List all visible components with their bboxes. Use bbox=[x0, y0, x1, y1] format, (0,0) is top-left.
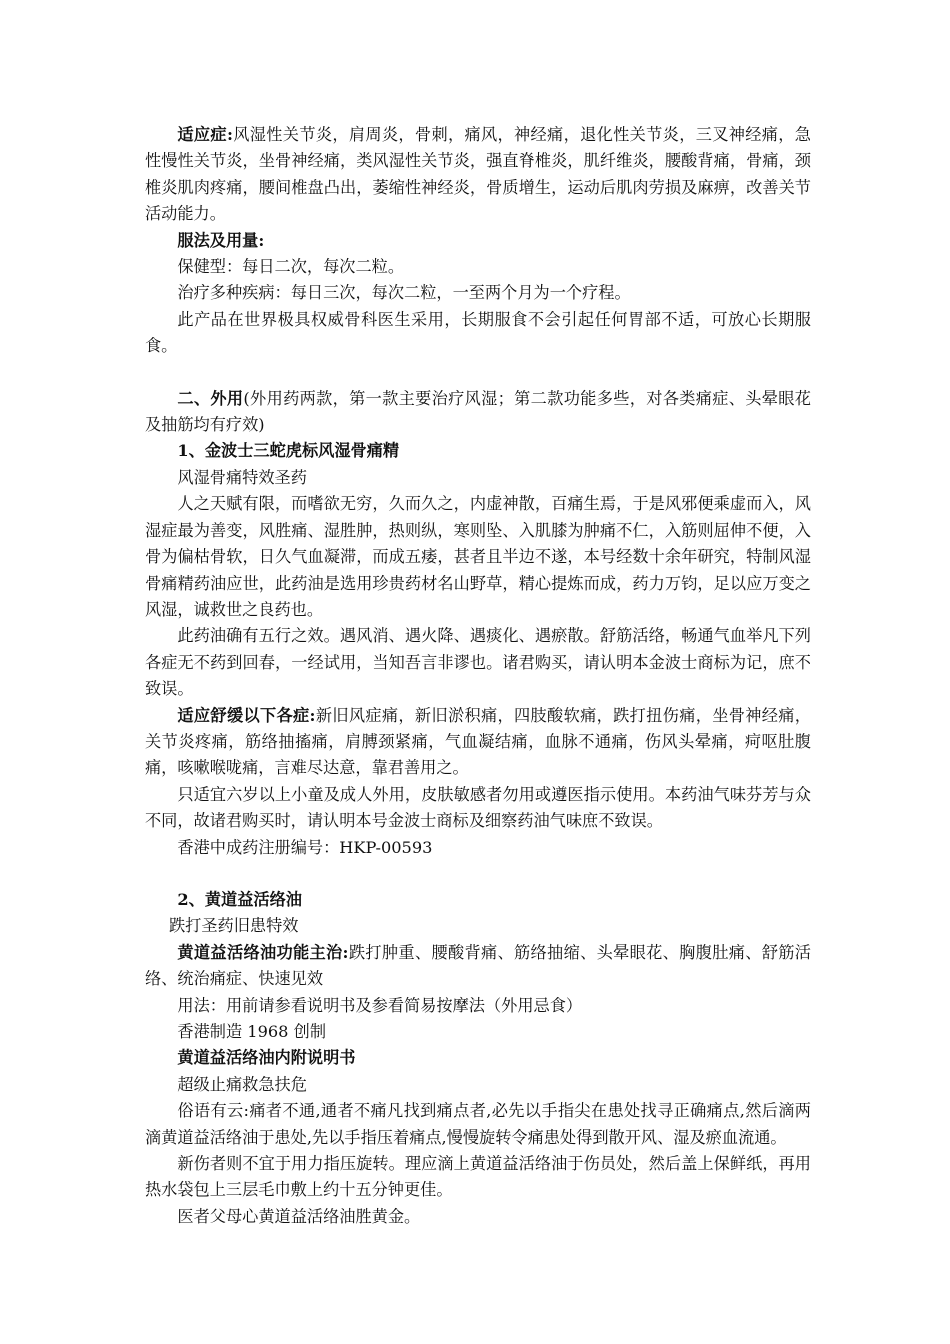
product1-subtitle: 风湿骨痛特效圣药 bbox=[177, 467, 307, 487]
relief-label: 适应舒缓以下各症: bbox=[177, 705, 316, 725]
indications-text: 风湿性关节炎，肩周炎，骨刺，痛风，神经痛，退化性关节炎，三叉神经痛，急性慢性关节炎，坐骨神经痛，类风湿性关节炎，强直脊椎炎，肌纤维炎，腰酸背痛，骨痛，颈椎炎肌肉疼痛，腰间椎盘凸出，萎缩性神经炎，骨质增生，运动后肌肉劳损及麻痹，改善关节活动能力。 bbox=[145, 125, 811, 224]
product1-paragraph-2: 此药油确有五行之效。遇风消、遇火降、遇痰化、遇瘀散。舒筋活络，畅通气血举凡下列各症无不药到回春，一经试用，当知吾言非谬也。诸君购买，请认明本金波士商标为记，庶不致误。 bbox=[145, 626, 811, 699]
product1-title: 1、金波士三蛇虎标风湿骨痛精 bbox=[177, 441, 400, 461]
section2-heading-bold: 二、外用 bbox=[177, 388, 244, 408]
spacer bbox=[145, 360, 811, 386]
product2-made-in: 香港制造 1968 创制 bbox=[177, 1022, 327, 1041]
dosage-treatment: 治疗多种疾病：每日三次，每次二粒，一至两个月为一个疗程。 bbox=[177, 283, 631, 303]
manual-paragraph-3: 医者父母心黄道益活络油胜黄金。 bbox=[177, 1206, 421, 1226]
dosage-heading: 服法及用量: bbox=[177, 230, 265, 250]
functions-label: 黄道益活络油功能主治: bbox=[177, 942, 349, 962]
dosage-health: 保健型：每日二次，每次二粒。 bbox=[177, 257, 405, 277]
section2-heading bbox=[145, 386, 811, 439]
document-page bbox=[145, 122, 811, 1230]
product2-subtitle: 跌打圣药旧患特效 bbox=[169, 916, 299, 936]
product1-paragraph-1: 人之天赋有限，而嗜欲无穷，久而久之，内虚神散，百痛生焉，于是风邪便乘虚而入，风湿症最为善变，风胜痛、湿胜肿，热则纵，寒则坠、入肌膝为肿痛不仁，入筋则屈伸不便，入骨为偏枯骨软，日久气血凝滞，而成五痿，甚者且半边不遂，本号经数十余年研究，特制风湿骨痛精药油应世，此药油是选用珍贵药材名山野草，精心提炼而成，药力万钧，足以应万变之风湿，诚救世之良药也。 bbox=[145, 494, 811, 619]
product2-title: 2、黄道益活络油 bbox=[177, 889, 302, 909]
indications-label: 适应症: bbox=[177, 125, 233, 144]
safety-note: 此产品在世界极具权威骨科医生采用，长期服食不会引起任何胃部不适，可放心长期服食。 bbox=[145, 309, 811, 356]
manual-title: 黄道益活络油内附说明书 bbox=[177, 1048, 356, 1068]
section2-heading-rest: (外用药两款，第一款主要治疗风湿；第二款功能多些，对各类痛症、头晕眼花及抽筋均有疗效) bbox=[145, 388, 811, 435]
spacer bbox=[145, 861, 811, 887]
product1-relief bbox=[145, 703, 811, 782]
manual-paragraph-2: 新伤者则不宜于用力指压旋转。理应滴上黄道益活络油于伤员处，然后盖上保鲜纸，再用热水袋包上三层毛巾敷上约十五分钟更佳。 bbox=[145, 1154, 811, 1200]
product1-usage-note: 只适宜六岁以上小童及成人外用，皮肤敏感者勿用或遵医指示使用。本药油气味芬芳与众不同，故诸君购买时，请认明本号金波士商标及细察药油气味庶不致误。 bbox=[145, 784, 811, 831]
functions-text: 跌打肿重、腰酸背痛、筋络抽缩、头晕眼花、胸腹肚痛、舒筋活络、统治痛症、快速见效 bbox=[145, 942, 811, 989]
relief-text: 新旧风症痛，新旧淤积痛，四肢酸软痛，跌打扭伤痛，坐骨神经痛，关节炎疼痛，筋络抽搐痛，肩膊颈紧痛，气血凝结痛，血脉不通痛，伤风头晕痛，疴呕肚腹痛，咳嗽喉咙痛，言难尽达意，靠君善用之。 bbox=[145, 705, 811, 778]
manual-paragraph-1: 俗语有云:痛者不通,通者不痛凡找到痛点者,必先以手指尖在患处找寻正确痛点,然后滴两滴黄道益活络油于患处,先以手指压着痛点,慢慢旋转令痛患处得到散开风、湿及瘀血流通。 bbox=[145, 1101, 811, 1147]
product2-usage: 用法：用前请参看说明书及参看简易按摩法（外用忌食） bbox=[177, 995, 583, 1015]
product2-functions bbox=[145, 940, 811, 993]
manual-subtitle: 超级止痛救急扶危 bbox=[177, 1074, 307, 1094]
product1-registration: 香港中成药注册编号：HKP-00593 bbox=[177, 837, 433, 857]
indications-paragraph bbox=[145, 122, 811, 228]
